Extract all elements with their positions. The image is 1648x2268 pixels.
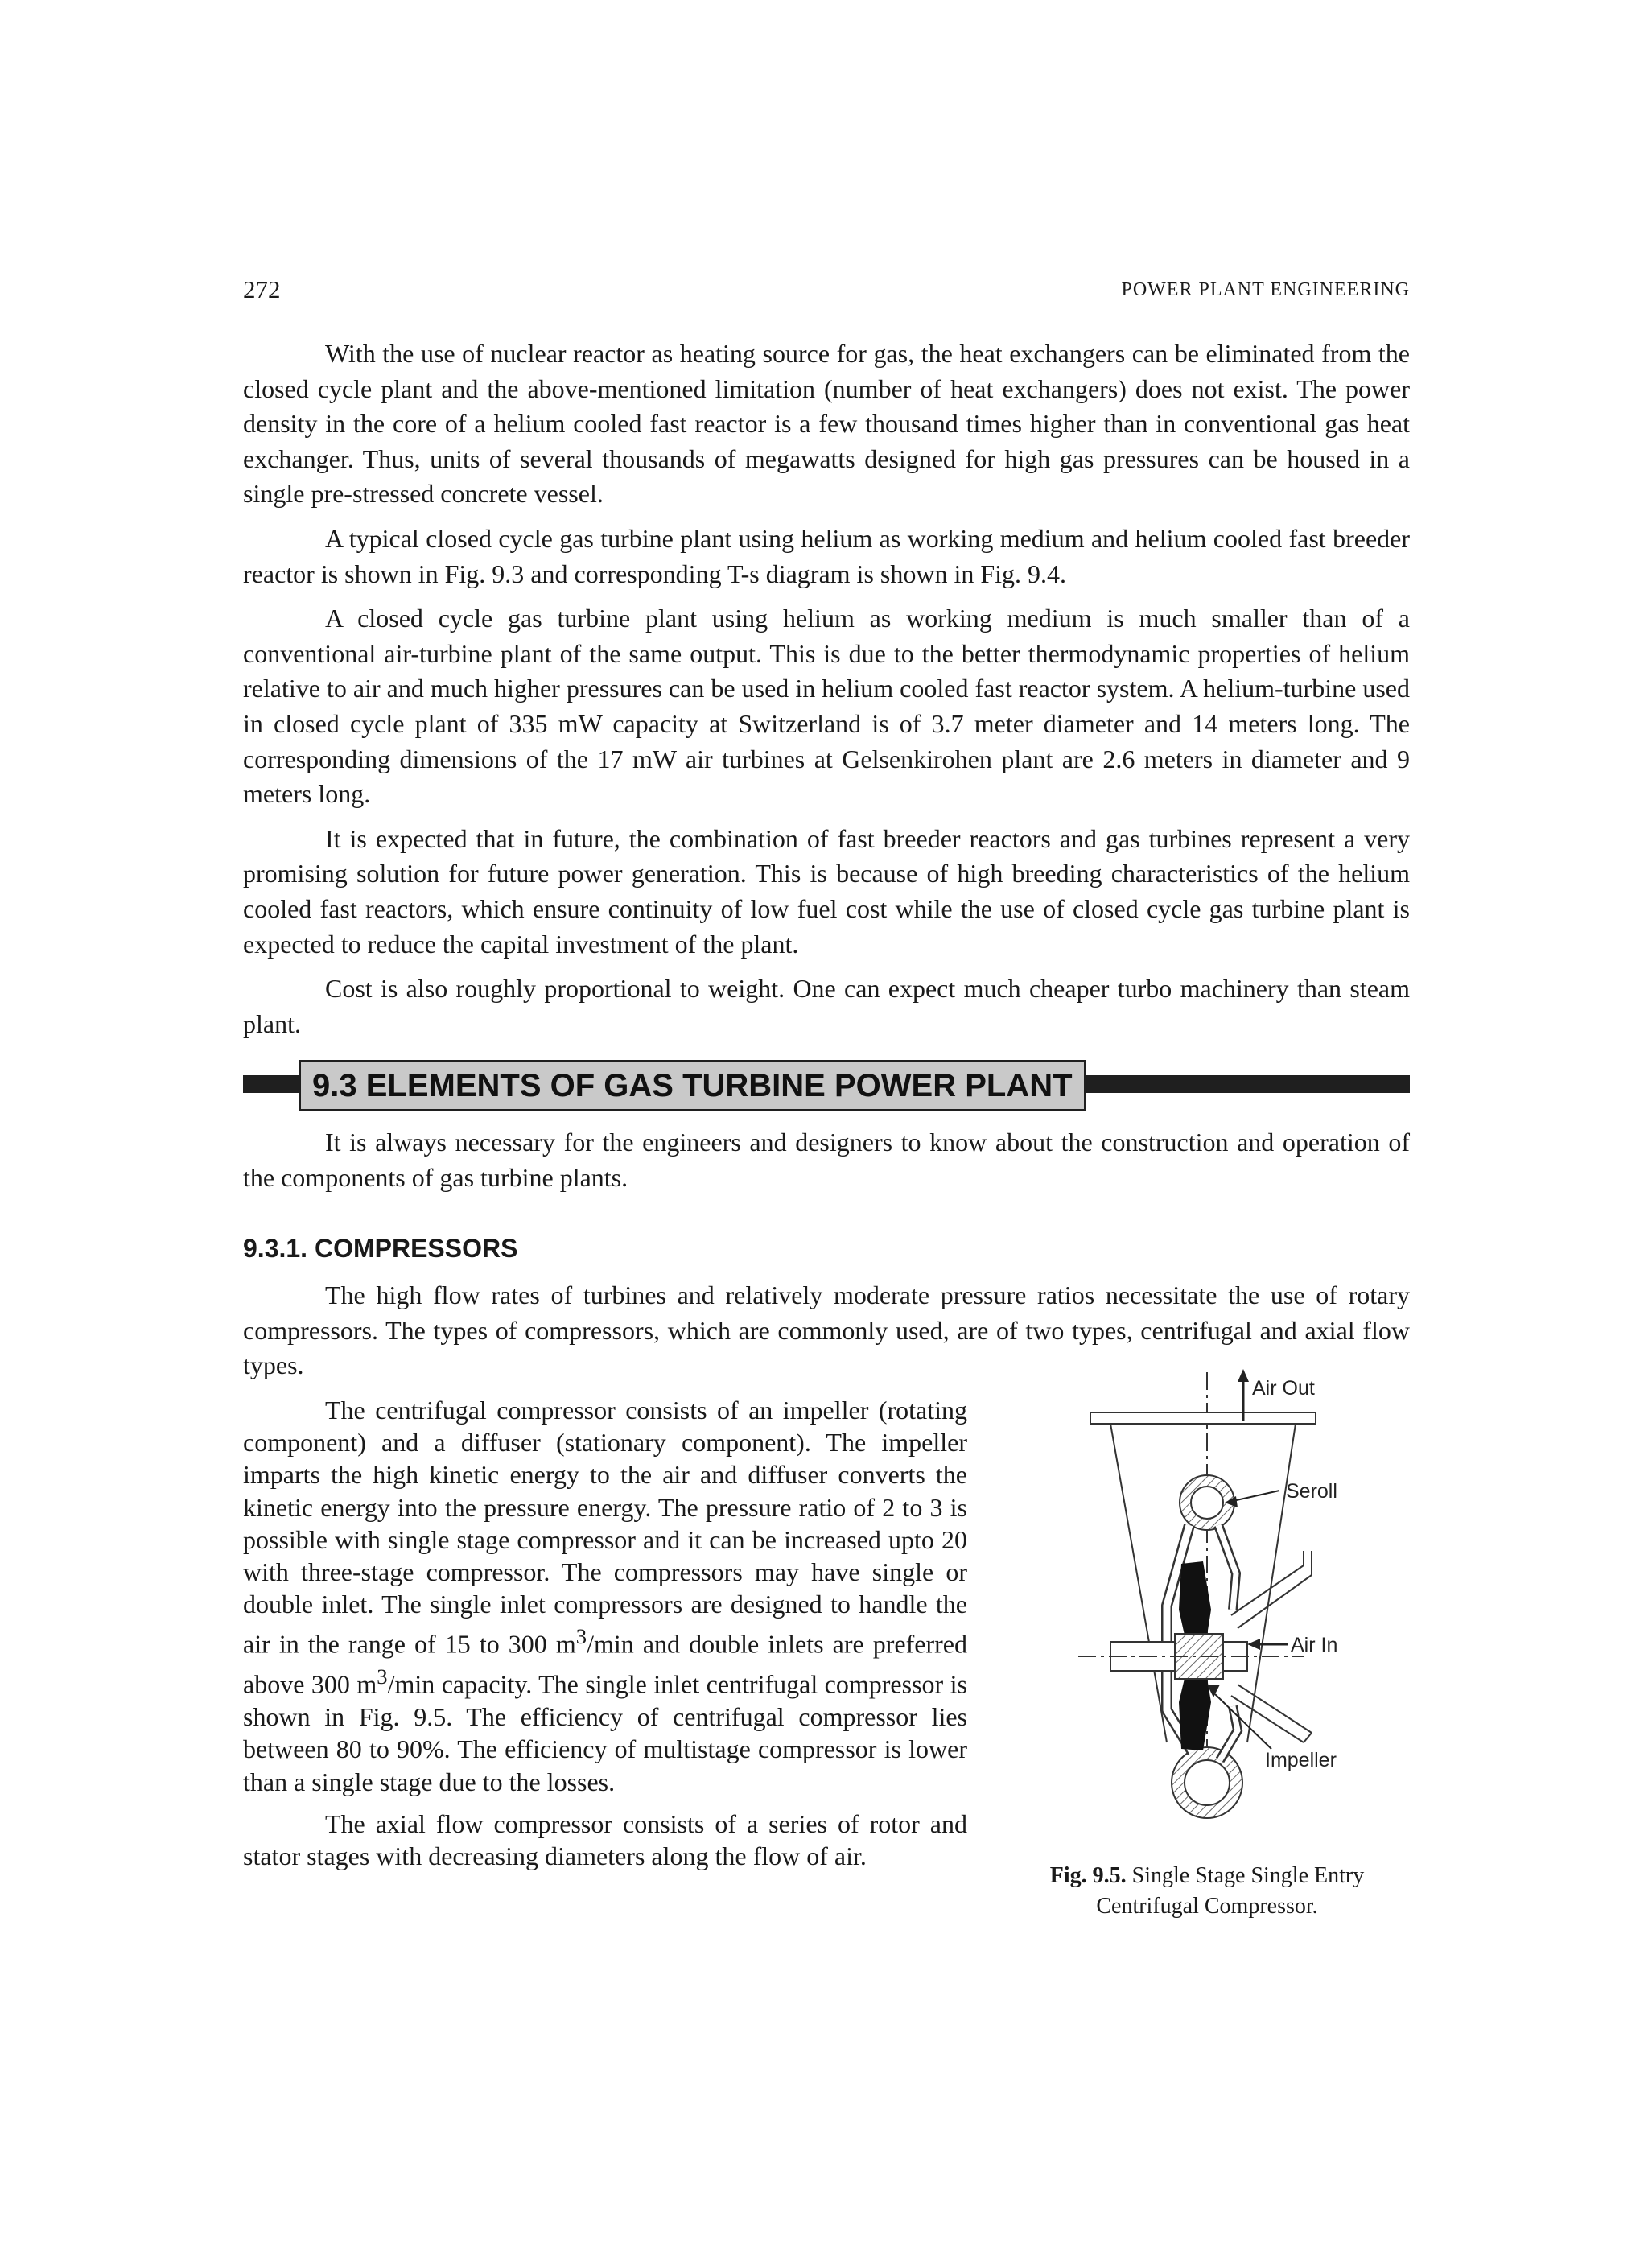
section-heading: 9.3 ELEMENTS OF GAS TURBINE POWER PLANT	[299, 1060, 1086, 1111]
text-run: The centrifugal compressor consists of an impeller (rotating component) and a diffuser (stationary component). The impeller imparts the high kinetic energy to the air and diffuser converts the kinetic energy into the pressure energy. The pressure ratio of 2 to 3 is possible with single stage compressor and it can be increased upto 20 with three-stage compressor. The compressors may have single or double inlet. The single inlet compressors are designed to handle the air in the range of 15 to 300 m	[243, 1396, 967, 1660]
inlet-wall	[1238, 1575, 1312, 1628]
caption-line: Single Stage Single Entry	[1131, 1863, 1365, 1888]
superscript: 3	[377, 1664, 388, 1689]
paragraph: A typical closed cycle gas turbine plant using helium as working medium and helium cooled fast breeder reactor is shown in Fig. 9.3 and corresponding T-s diagram is shown in Fig. 9.4.	[243, 523, 1410, 588]
running-head: POWER PLANT ENGINEERING	[1121, 279, 1410, 300]
subsection-heading: 9.3.1. COMPRESSORS	[243, 1234, 518, 1263]
outlet-flange	[1090, 1412, 1316, 1424]
figure-number: Fig. 9.5.	[1049, 1863, 1127, 1888]
section-intro-block	[243, 1125, 1410, 1205]
compressor-diagram	[1046, 1364, 1432, 1831]
paragraph: It is always necessary for the engineers and designers to know about the construction and operation of the components of gas turbine plants.	[243, 1128, 1410, 1192]
figure-caption	[998, 1861, 1416, 1922]
page-number: 272	[243, 275, 281, 303]
paragraph: The high flow rates of turbines and relatively moderate pressure ratios necessitate the use of rotary compressors. The types of compressors, which are commonly used, are of two types, centrifugal and axial flow types.	[243, 1280, 1410, 1380]
label-air-out: Air Out	[1252, 1377, 1315, 1400]
intro-text-block	[243, 336, 1410, 1051]
column-text-block	[243, 1394, 967, 1882]
impeller-blade	[1179, 1668, 1211, 1750]
paragraph	[243, 1394, 967, 1798]
inlet-wall	[1231, 1696, 1304, 1742]
label-scroll: Seroll	[1286, 1480, 1337, 1503]
leader-line	[1215, 1694, 1271, 1749]
upper-scroll-bore	[1191, 1487, 1223, 1519]
label-impeller: Impeller	[1265, 1749, 1337, 1771]
arrow-head-icon	[1238, 1369, 1249, 1382]
paragraph: Cost is also roughly proportional to weight. One can expect much cheaper turbo machinery than steam plant.	[243, 974, 1410, 1038]
inlet-wall	[1238, 1685, 1312, 1733]
paragraph: A closed cycle gas turbine plant using helium as working medium is much smaller than of a conventional air-turbine plant of the same output. This is due to the better thermodynamic properties of helium relative to air and much higher pressures can be used in helium cooled fast reactor system. A helium-turbine used in closed cycle plant of 335 mW capacity at Switzerland is of 3.7 meter diameter and 14 meters long. The corresponding dimensions of the 17 mW air turbines at Gelsenkirohen plant are 2.6 meters in diameter and 9 meters long.	[243, 604, 1410, 809]
compressor-figure	[1046, 1364, 1432, 1831]
caption-line: Centrifugal Compressor.	[1096, 1894, 1318, 1919]
paragraph: The axial flow compressor consists of a series of rotor and stator stages with decreasing diameters along the flow of air.	[243, 1808, 967, 1870]
casing-line	[1110, 1424, 1167, 1742]
text-run: /min and double inlets are preferred above 300 m	[243, 1630, 968, 1699]
label-air-in: Air In	[1291, 1634, 1338, 1656]
inlet-wall	[1304, 1733, 1312, 1742]
paragraph: It is expected that in future, the combination of fast breeder reactors and gas turbines represent a very promising solution for future power generation. This is because of high breeding characteristics of the helium cooled fast reactors, which ensure continuity of low fuel cost while the use of closed cycle gas turbine plant is expected to reduce the capital investment of the plant.	[243, 823, 1410, 959]
lower-scroll-bore	[1184, 1760, 1230, 1805]
paragraph: With the use of nuclear reactor as heating source for gas, the heat exchangers can be eliminated from the closed cycle plant and the above-mentioned limitation (number of heat exchangers) does not exist. The power density in the core of a helium cooled fast reactor is a few thousand times higher than in conventional gas heat exchanger. Thus, units of several thousands of megawatts designed for high gas pressures can be housed in a single pre-stressed concrete vessel.	[243, 339, 1410, 509]
arrow-head-icon	[1247, 1639, 1260, 1650]
superscript: 3	[575, 1624, 587, 1649]
leader-line	[1233, 1491, 1279, 1501]
text-run: /min capacity. The single inlet centrifugal compressor is shown in Fig. 9.5. The efficiency of centrifugal compressor lies between 80 to 90%. The efficiency of multistage compressor is lower than a single stage due to the losses.	[243, 1669, 968, 1796]
